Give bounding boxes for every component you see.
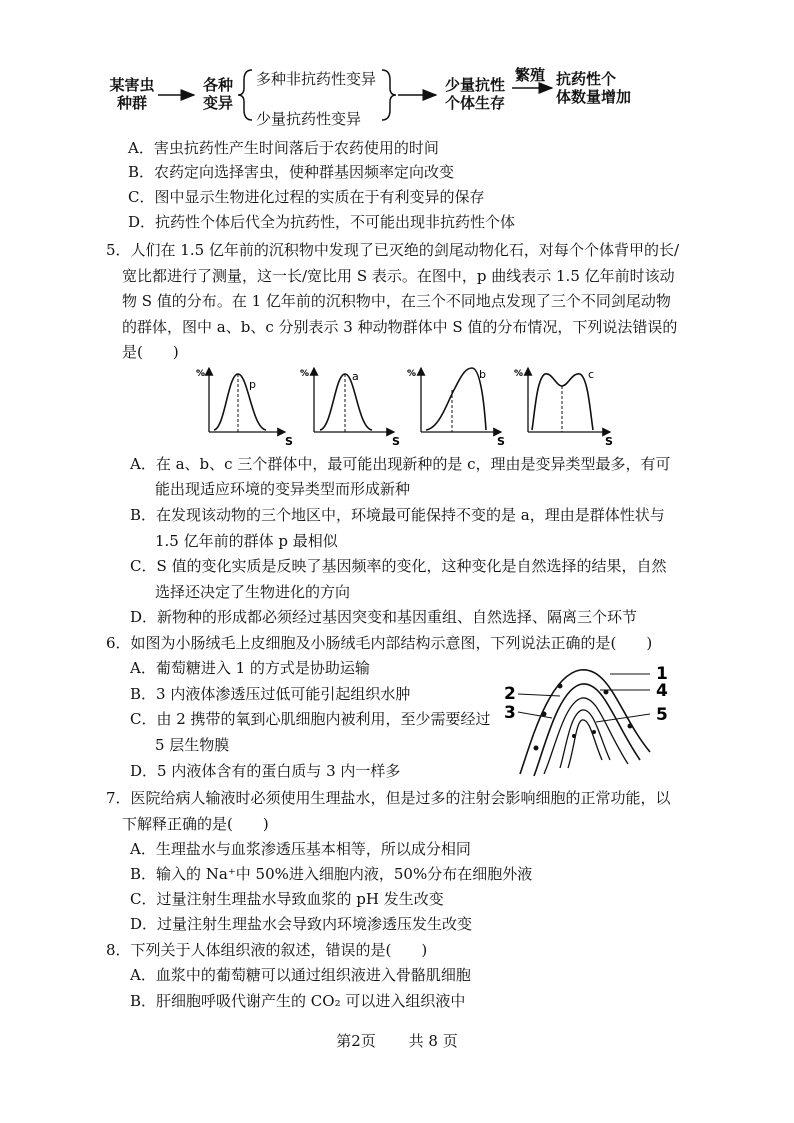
right-brace-icon: [382, 70, 396, 120]
q5-stem-line-3: 物 S 值的分布。在 1 亿年前的沉积物中，在三个不同地点发现了三个不同剑尾动物: [122, 292, 671, 310]
flow-pest-population: 某害虫 种群: [109, 76, 155, 112]
graph-c: [514, 368, 613, 448]
flow-reproduce-label: 繁殖: [515, 66, 546, 84]
q6-option-b: B．3 内液体渗透压过低可能引起组织水肿: [130, 685, 411, 703]
q5-option-c-1: C．S 值的变化实质是反映了基因频率的变化，这种变化是自然选择的结果，自然: [130, 557, 667, 575]
page-number: 第2页: [336, 1032, 376, 1050]
curve-b: [426, 368, 486, 430]
q7-stem-line-1: 7．医院给病人输液时必须使用生理盐水，但是过多的注射会影响细胞的正常功能，以: [106, 789, 671, 807]
q8-stem: 8．下列关于人体组织液的叙述，错误的是( ): [106, 941, 428, 959]
graph-p-ylabel: %: [196, 369, 206, 379]
graph-a: [300, 368, 400, 448]
q5-stem-line-2: 宽比都进行了测量，这一长/宽比用 S 表示。在图中，p 曲线表示 1.5 亿年前时该动: [122, 267, 675, 285]
flow-increase: 抗药性个 体数量增加: [556, 70, 632, 106]
q5-distribution-graphs: [0, 360, 794, 460]
q4-option-d: D．抗药性个体后代全为抗药性，不可能出现非抗药性个体: [128, 213, 516, 231]
q4-option-c: C．图中显示生物进化过程的实质在于有利变异的保存: [128, 188, 485, 206]
villus-label-2: 2: [504, 684, 516, 704]
q4-option-a: A．害虫抗药性产生时间落后于农药使用的时间: [128, 139, 439, 157]
q7-option-d: D．过量注射生理盐水会导致内环境渗透压发生改变: [130, 915, 473, 933]
q5-stem-line-4: 的群体，图中 a、b、c 分别表示 3 种动物群体中 S 值的分布情况，下列说法错误的: [122, 318, 678, 336]
q5-option-b-2: 1.5 亿年前的群体 p 最相似: [155, 532, 338, 550]
curve-a: [320, 374, 372, 430]
q6-option-a: A．葡萄糖进入 1 的方式是协助运输: [130, 659, 370, 677]
graph-b-curve-label: b: [479, 368, 486, 381]
q5-option-a-1: A．在 a、b、c 三个群体中，最可能出现新种的是 c，理由是变异类型最多，有可: [130, 455, 671, 473]
graph-b: [407, 368, 505, 448]
villus-label-4: 4: [656, 681, 668, 701]
q7-option-c: C．过量注射生理盐水导致血浆的 pH 发生改变: [130, 890, 444, 908]
q6-option-c-1: C．由 2 携带的氧到心肌细胞内被利用，至少需要经过: [130, 710, 491, 728]
q5-option-b-1: B．在发现该动物的三个地区中，环境最可能保持不变的是 a，理由是群体性状与: [130, 506, 665, 524]
graph-b-xlabel: S: [497, 435, 505, 448]
q8-option-b: B．肝细胞呼吸代谢产生的 CO₂ 可以进入组织液中: [130, 992, 466, 1010]
graph-a-curve-label: a: [352, 370, 359, 383]
flow-survivors: 少量抗性 个体生存: [444, 76, 505, 112]
villus-diagram: [500, 656, 670, 786]
q4-option-b: B．农药定向选择害虫，使种群基因频率定向改变: [128, 163, 455, 181]
q5-stem-line-1: 5．人们在 1.5 亿年前的沉积物中发现了已灭绝的剑尾动物化石，对每个个体背甲的长/: [106, 241, 679, 259]
curve-p: [214, 374, 266, 430]
left-brace-icon: [238, 70, 252, 120]
villus-label-3: 3: [504, 703, 516, 723]
villus-label-1: 1: [656, 664, 668, 684]
graph-c-ylabel: %: [514, 369, 524, 379]
q6-option-d: D．5 内液体含有的蛋白质与 3 内一样多: [130, 762, 401, 780]
graph-c-curve-label: c: [588, 368, 595, 381]
graph-p-xlabel: S: [285, 435, 293, 448]
q5-option-a-2: 能出现适应环境的变异类型而形成新种: [155, 480, 411, 498]
graph-a-ylabel: %: [300, 369, 310, 379]
flow-non-resistant: 多种非抗药性变异: [256, 70, 377, 88]
flow-variations: 各种 变异: [202, 76, 233, 112]
q5-option-c-2: 选择还决定了生物进化的方向: [155, 583, 351, 601]
page-footer: [0, 1030, 794, 1051]
villus-label-5: 5: [656, 705, 668, 725]
q7-option-a: A．生理盐水与血浆渗透压基本相等，所以成分相同: [130, 840, 471, 858]
q6-option-c-2: 5 层生物膜: [155, 736, 230, 754]
graph-c-xlabel: S: [605, 435, 613, 448]
q6-stem: 6．如图为小肠绒毛上皮细胞及小肠绒毛内部结构示意图，下列说法正确的是( ): [106, 634, 653, 652]
graph-p-curve-label: p: [249, 378, 256, 391]
flowchart-arrows: [0, 0, 794, 140]
q5-stem-line-5: 是( ): [122, 343, 179, 361]
q5-option-d: D．新物种的形成都必须经过基因突变和基因重组、自然选择、隔离三个环节: [130, 608, 638, 626]
graph-p: [196, 368, 293, 448]
q7-option-b: B．输入的 Na⁺中 50%进入细胞内液，50%分布在细胞外液: [130, 865, 533, 883]
graph-a-xlabel: S: [392, 435, 400, 448]
q8-option-a: A．血浆中的葡萄糖可以通过组织液进入骨骼肌细胞: [130, 966, 471, 984]
graph-b-ylabel: %: [407, 369, 417, 379]
page-total: 共 8 页: [408, 1032, 458, 1050]
q7-stem-line-2: 下解释正确的是( ): [122, 815, 269, 833]
flow-resistant: 少量抗药性变异: [256, 110, 362, 128]
